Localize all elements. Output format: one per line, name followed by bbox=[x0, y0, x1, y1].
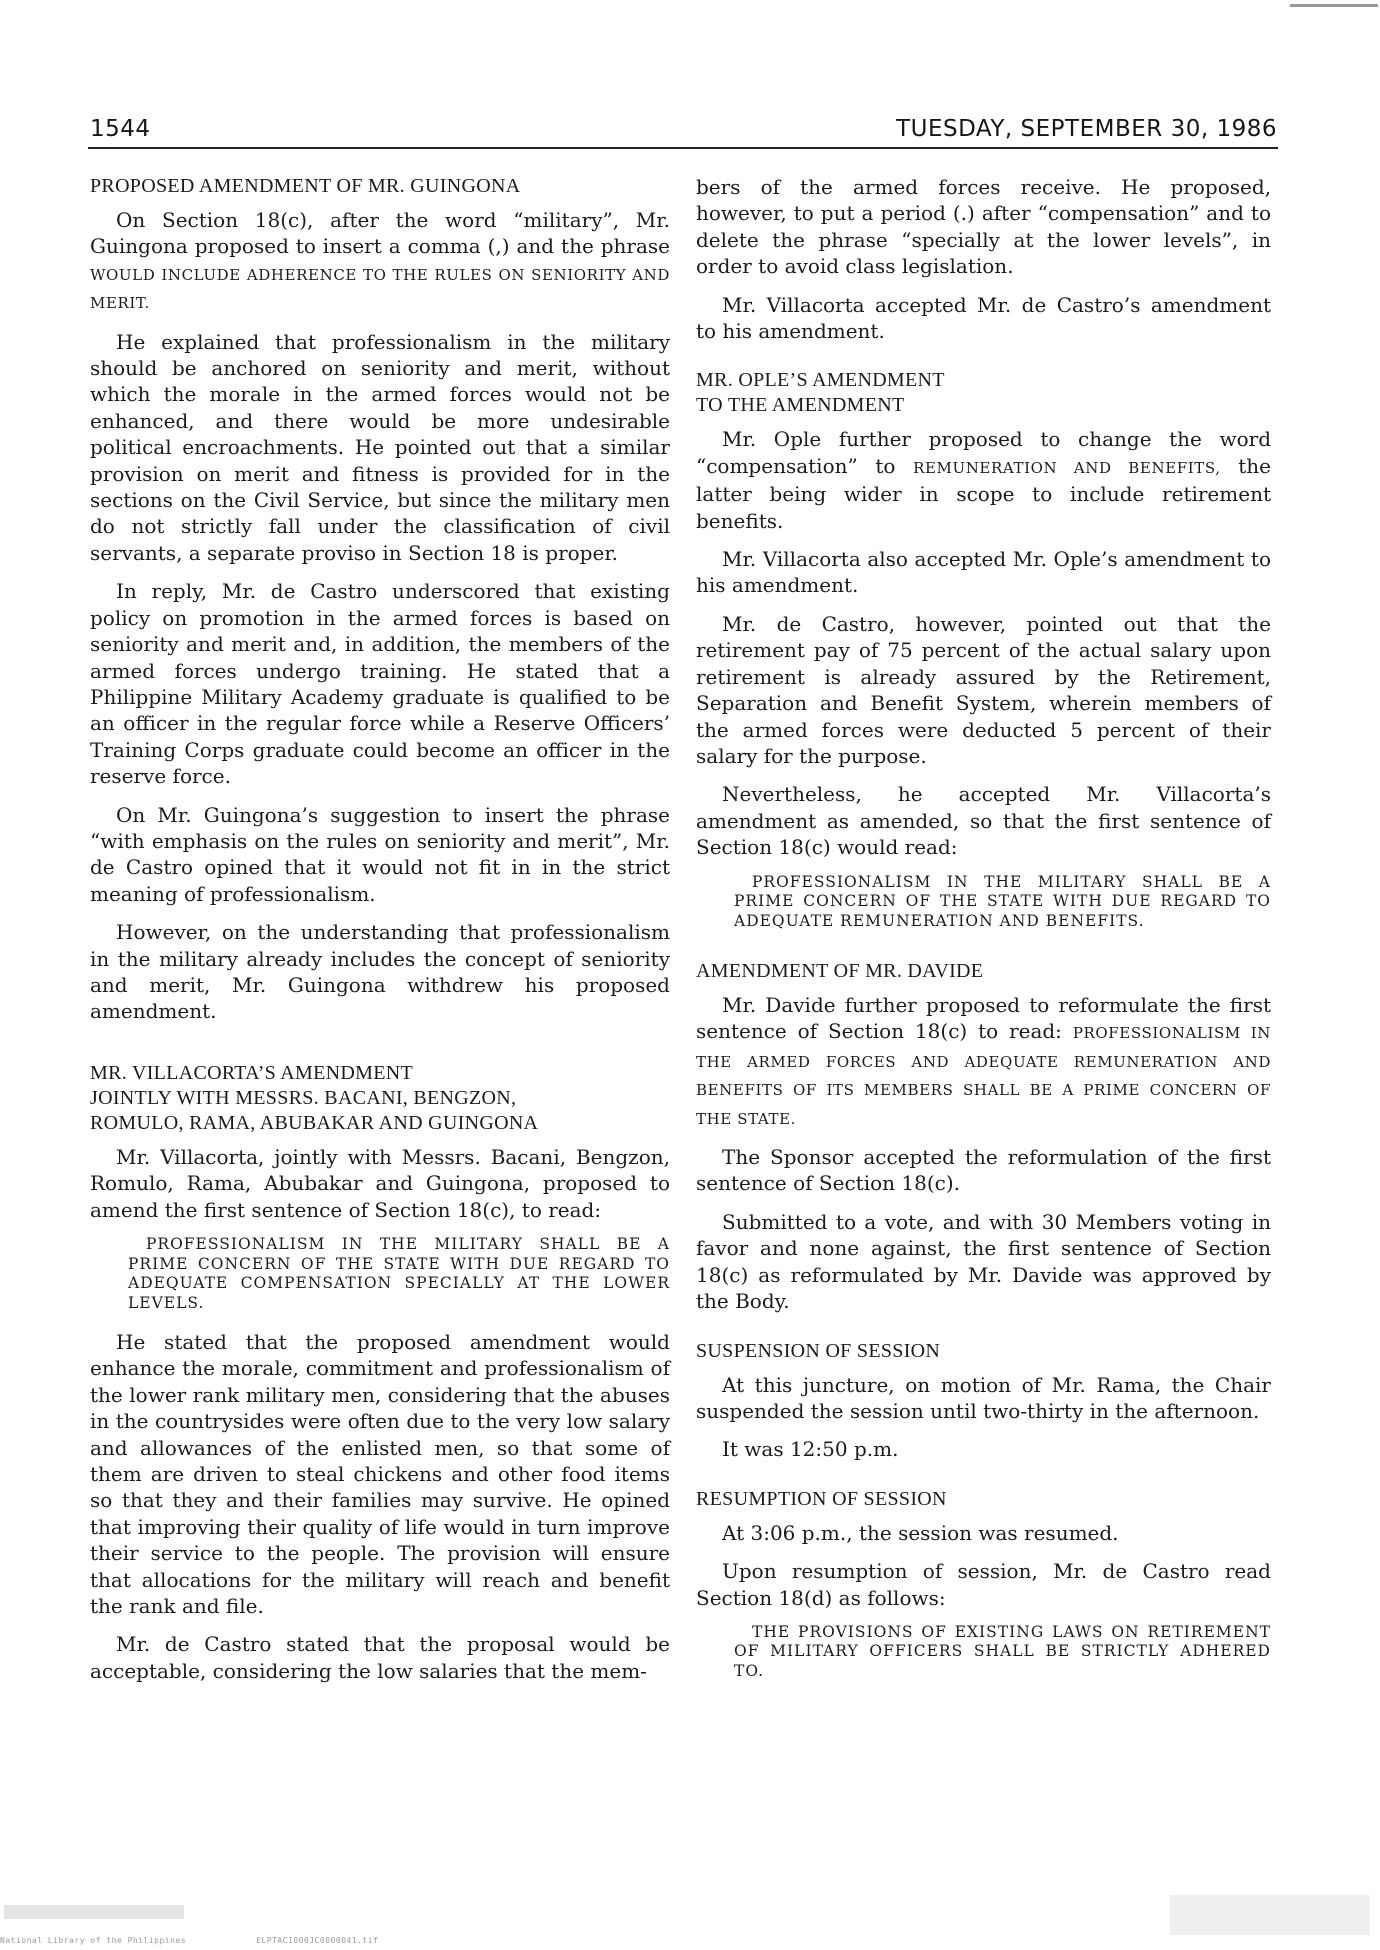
paragraph: In reply, Mr. de Castro underscored that existing policy on promotion in the armed forces is based on seniority and merit and, in addition, the members of the armed forces undergo training. He stated that a Philippine Military Academy graduate is qualified to be an officer in the regular force while a Reserve Officers’ Training Corps graduate could become an officer in the reserve force. bbox=[90, 579, 670, 789]
paragraph: He explained that professionalism in the military should be anchored on seniority and merit, without which the morale in the armed forces would not be enhanced, and there would be more undesirable political encroachments. He pointed out that a similar provision on merit and fitness is provided for in the sections on the Civil Service, but since the military men do not strictly fall under the classification of civil servants, a separate proviso in Section 18 is proper. bbox=[90, 329, 670, 565]
paragraph-continued: bers of the armed forces receive. He proposed, however, to put a period (.) after “compensation” and to delete the phrase “specially at the lower levels”, in order to avoid class legislation. bbox=[696, 175, 1271, 279]
section-heading-villacorta: MR. VILLACORTA’S AMENDMENT JOINTLY WITH MESSRS. BACANI, BENGZON, ROMULO, RAMA, ABUBAKAR AND GUINGONA bbox=[90, 1061, 539, 1134]
block-quote: THE PROVISIONS OF EXISTING LAWS ON RETIREMENT OF MILITARY OFFICERS SHALL BE STRICTLY ADHERED TO. bbox=[734, 1622, 1271, 1680]
paragraph: Mr. de Castro stated that the proposal would be acceptable, considering the low salaries that the mem- bbox=[90, 1632, 670, 1683]
paragraph: Mr. Davide further proposed to reformulate the first sentence of Section 18(c) to read: PROFESSIONALISM IN THE ARMED FORCES AND ADEQUATE REMUNERATION AND BENEFITS OF ITS MEMBERS SHALL BE A PRIME CONCERN OF THE STATE. bbox=[696, 993, 1271, 1128]
paragraph: Mr. Ople further proposed to change the word “compensation” to REMUNERATION AND BENEFITS, the latter being wider in scope to include retirement benefits. bbox=[696, 427, 1271, 533]
paragraph: He stated that the proposed amendment would enhance the morale, commitment and professionalism of the lower rank military men, considering that the abuses in the countrysides were often due to the very low salary and allowances of the enlisted men, so that some of them are driven to steal chickens and other food items so that they and their families may survive. He opined that improving their quality of life would in turn improve their service to the people. The provision will ensure that allocations for the military will reach and benefit the rank and file. bbox=[90, 1330, 670, 1619]
paragraph: On Section 18(c), after the word “military”, Mr. Guingona proposed to insert a comma (,) and the phrase WOULD INCLUDE ADHERENCE TO THE RULES ON SENIORITY AND MERIT. bbox=[90, 208, 670, 313]
scan-footer: National Library of the Philippines ELPTAC1000JC0000041.tif bbox=[0, 1936, 379, 1945]
paragraph: At this juncture, on motion of Mr. Rama, the Chair suspended the session until two-thirty in the afternoon. bbox=[696, 1372, 1271, 1423]
scan-artifact bbox=[1290, 4, 1378, 7]
paragraph: Nevertheless, he accepted Mr. Villacorta’s amendment as amended, so that the first sentence of Section 18(c) would read: bbox=[696, 782, 1271, 860]
page-number: 1544 bbox=[90, 116, 151, 142]
paragraph: On Mr. Guingona’s suggestion to insert the phrase “with emphasis on the rules on seniority and merit”, Mr. de Castro opined that it would not fit in in the strict meaning of professionalism. bbox=[90, 802, 670, 906]
scan-artifact bbox=[4, 1905, 184, 1919]
paragraph: However, on the understanding that professionalism in the military already includes the concept of seniority and merit, Mr. Guingona withdrew his proposed amendment. bbox=[90, 920, 670, 1024]
scan-artifact bbox=[1170, 1895, 1370, 1935]
section-heading-resumption: RESUMPTION OF SESSION bbox=[696, 1487, 947, 1510]
left-column bbox=[90, 174, 670, 1696]
right-column bbox=[696, 174, 1271, 1697]
paragraph: At 3:06 p.m., the session was resumed. bbox=[722, 1520, 1119, 1545]
paragraph: Mr. Villacorta also accepted Mr. Ople’s amendment to his amendment. bbox=[696, 547, 1271, 598]
page-date-header: TUESDAY, SEPTEMBER 30, 1986 bbox=[896, 116, 1277, 142]
paragraph: It was 12:50 p.m. bbox=[722, 1437, 899, 1462]
paragraph: Upon resumption of session, Mr. de Castro read Section 18(d) as follows: bbox=[696, 1559, 1271, 1610]
section-heading-davide: AMENDMENT OF MR. DAVIDE bbox=[696, 960, 984, 983]
section-heading-suspension: SUSPENSION OF SESSION bbox=[696, 1339, 941, 1362]
paragraph: Mr. Villacorta accepted Mr. de Castro’s amendment to his amendment. bbox=[696, 292, 1271, 344]
header-rule bbox=[88, 147, 1278, 149]
paragraph: The Sponsor accepted the reformulation of the first sentence of Section 18(c). bbox=[696, 1145, 1271, 1196]
paragraph: Submitted to a vote, and with 30 Members voting in favor and none against, the first sentence of Section 18(c) as reformulated by Mr. Davide was approved by the Body. bbox=[696, 1209, 1271, 1314]
block-quote: PROFESSIONALISM IN THE MILITARY SHALL BE A PRIME CONCERN OF THE STATE WITH DUE REGARD TO ADEQUATE REMUNERATION AND BENEFITS. bbox=[734, 872, 1271, 930]
section-heading-ople: MR. OPLE’S AMENDMENT TO THE AMENDMENT bbox=[696, 369, 945, 417]
paragraph: Mr. de Castro, however, pointed out that the retirement pay of 75 percent of the actual salary upon retirement is already assured by the Retirement, Separation and Benefit System, wherein members of the armed forces were deducted 5 percent of their salary for the purpose. bbox=[696, 611, 1271, 768]
paragraph: Mr. Villacorta, jointly with Messrs. Bacani, Bengzon, Romulo, Rama, Abubakar and Guingona, proposed to amend the first sentence of Section 18(c), to read: bbox=[90, 1144, 670, 1222]
block-quote: PROFESSIONALISM IN THE MILITARY SHALL BE A PRIME CONCERN OF THE STATE WITH DUE REGARD TO ADEQUATE COMPENSATION SPECIALLY AT THE LOWER LEVELS. bbox=[128, 1235, 670, 1312]
section-heading-guingona: PROPOSED AMENDMENT OF MR. GUINGONA bbox=[90, 175, 521, 197]
